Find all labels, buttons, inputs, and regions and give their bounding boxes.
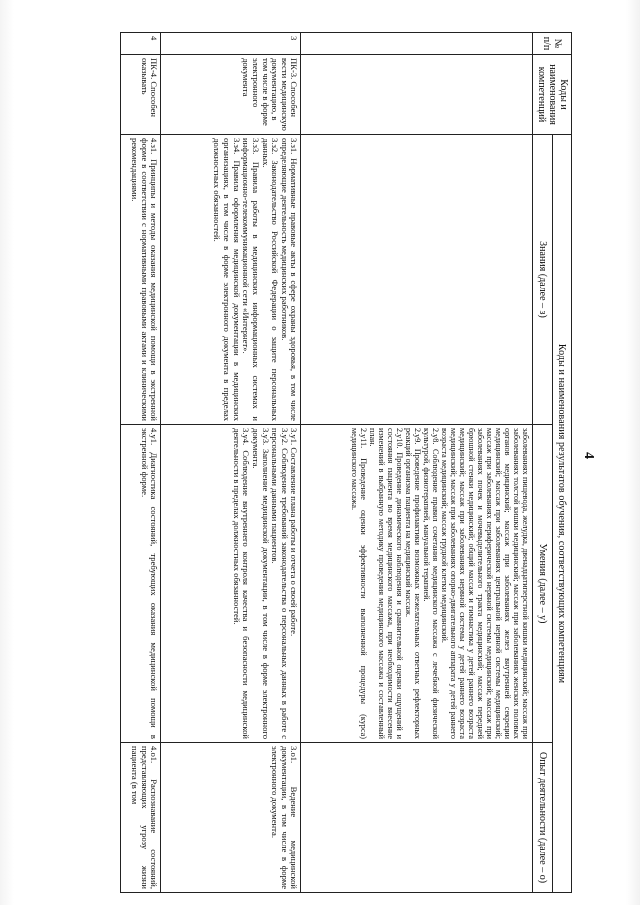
cell-code — [301, 55, 533, 135]
cell-no: 3 — [161, 33, 301, 55]
cell-knowledge — [121, 135, 161, 425]
header-code: Коды и наименования компетенций — [533, 55, 572, 135]
skill-item: 3.у1. Составление плана работы и отчета о своей работе. — [289, 428, 300, 637]
skill-item: 4.у1. Диагностика состояний, требующих оказания медицинской помощи в экстренной форме. — [139, 428, 160, 739]
cell-skills — [121, 425, 161, 743]
skill-item: 3.у3. Заполнение медицинской документации, в том числе в форме электронного документа. — [250, 428, 271, 739]
cell-no: 4 — [121, 33, 161, 55]
knowledge-item: 3.з4. Правила оформления медицинской документации в медицинских организациях, в том числе в форме электронного документа в пределах должностных обязанностей. — [212, 138, 242, 421]
experience-item: 3.о1. Ведение медицинской документации, в том числе в форме электронного документа. — [270, 746, 300, 890]
header-knowledge: Знания (далее – з) — [533, 135, 552, 425]
cell-experience — [161, 743, 301, 893]
cell-code: ПК-4. Способен оказывать — [121, 55, 161, 135]
competency-table — [120, 32, 572, 893]
skill-item: 2.у9. Проведение профилактики возможных нежелательных ответных рефлекторных реакций организма пациента на медицинский массаж. — [404, 428, 423, 739]
cell-experience — [301, 743, 533, 893]
knowledge-item: 3.з2. Законодательство Российской Федерации о защите персональных данных. — [260, 138, 281, 421]
cell-skills — [301, 425, 533, 743]
cell-no — [301, 33, 533, 55]
skill-item: заболеваниях пищевода, желудка, двенадцатиперстной кишки медицинский; массаж при заболеваниях толстой кишки медицинский; массаж при заболеваниях женских половых органов медицинский; массаж при заболеваниях желез внутренней секреции медицинский; массаж при заболеваниях центральной нервной системы медицинский; массаж при заболеваниях периферической нервной системы медицинский; массаж при заболеваниях почек и мочевыделительного тракта медицинский; массаж передней брюшной стенки медицинский; общий массаж и гимнастика у детей раннего возраста медицинский; массаж при заболеваниях нервной системы у детей раннего возраста медицинский; массаж при заболеваниях опорно-двигательного аппарата у детей раннего возраста медицинский; массаж грудной клетки медицинский. — [440, 428, 531, 739]
header-experience: Опыт деятельности (далее – о) — [533, 743, 552, 893]
skill-item: 3.у2. Соблюдение требований законодательства о персональных данных в работе с персональными данными пациентов. — [270, 428, 290, 739]
skill-item: 2.у8. Соблюдение правил сочетания медицинского массажа с лечебной физической культурой, физиотерапией, мануальной терапией. — [422, 428, 441, 739]
table-row-3 — [161, 33, 301, 893]
table-row-continuation — [301, 33, 533, 893]
header-skills: Умения (далее – у) — [533, 425, 552, 743]
header-row-1 — [552, 33, 571, 893]
header-no: № п/п — [533, 33, 572, 55]
skill-item: 2.у11. Проведение оценки эффективности выполненной процедуры (курса) медицинского массажа. — [350, 428, 369, 739]
knowledge-item: 3.з1. Нормативные правовые акты в сфере охраны здоровья, в том числе определяющие деятельность медицинских работников. — [279, 138, 300, 421]
experience-item: 4.о1. Распознавание состояний, представляющих угрозу жизни пациента (в том — [130, 746, 160, 890]
knowledge-item: 4.з1. Принципы и методы оказания медицинской помощи в экстренной форме в соответствии с нормативными правовыми актами и клиническими рекомендациями. — [130, 138, 160, 421]
rotated-page — [42, 32, 602, 892]
header-group: Коды и наименования результатов обучения, соответствующих компетенциям — [552, 135, 571, 893]
cell-skills — [161, 425, 301, 743]
knowledge-item: 3.з3. Правила работы в медицинских информационных системах и информационно-телекоммуникационной сети «Интернет». — [241, 138, 261, 421]
skill-item: 2.у10. Проведение динамического наблюдения и сравнительной оценки ощущений и состояния пациента во время медицинского массажа, при необходимости внесение изменений в выбранную методику проведения медицинского массажа и составленный план. — [368, 428, 405, 739]
header-row-2 — [533, 33, 552, 893]
page-number: 4 — [581, 452, 596, 459]
skill-item: 3.у4. Соблюдение внутреннего контроля качества и безопасности медицинской деятельности в пределах должностных обязанностей. — [231, 428, 252, 739]
cell-knowledge — [301, 135, 533, 425]
table-row-4 — [121, 33, 161, 893]
cell-knowledge — [161, 135, 301, 425]
cell-code: ПК-3. Способен вести медицинскую документацию, в том числе в форме электронного документа — [161, 55, 301, 135]
cell-experience — [121, 743, 161, 893]
